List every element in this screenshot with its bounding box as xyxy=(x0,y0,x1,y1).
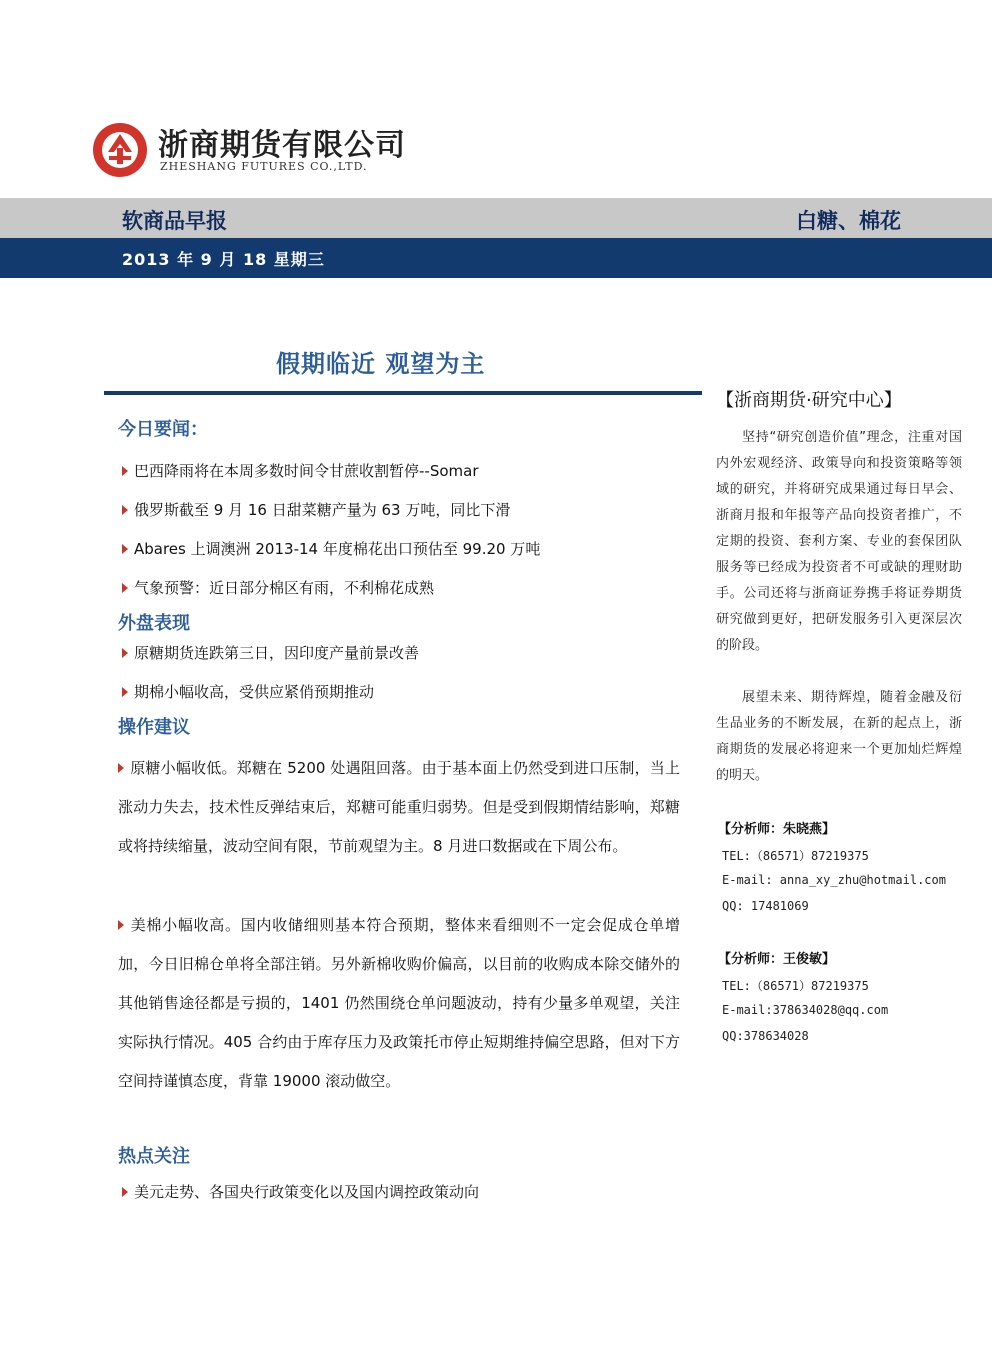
analyst-email[interactable]: E-mail:378634028@qq.com xyxy=(722,1003,889,1017)
section-title-overseas: 外盘表现 xyxy=(118,613,190,634)
company-name-en: ZHESHANG FUTURES CO.,LTD. xyxy=(160,160,368,173)
bullet-arrow-icon xyxy=(118,763,124,773)
analyst-email[interactable]: E-mail: anna_xy_zhu@hotmail.com xyxy=(722,873,946,887)
sidebar-title: 【浙商期货·研究中心】 xyxy=(716,390,902,411)
bullet-arrow-icon xyxy=(118,920,124,930)
bullet-arrow-icon xyxy=(122,544,128,554)
section-title-news: 今日要闻： xyxy=(118,419,208,440)
bullet-arrow-icon xyxy=(122,505,128,515)
headline: 假期临近 观望为主 xyxy=(276,350,486,378)
news-item: 气象预警：近日部分棉区有雨，不利棉花成熟 xyxy=(122,577,682,598)
bullet-arrow-icon xyxy=(122,466,128,476)
advice-cotton-paragraph: 美棉小幅收高。国内收储细则基本符合预期，整体来看细则不一定会促成仓单增加，今日旧棉仓单将全部注销。另外新棉收购价偏高，以目前的收购成本除交储外的其他销售途径都是亏损的，1401 仍然围绕仓单问题波动，持有少量多单观望，关注实际执行情况。405 合约由于库存压力及政策托市停止短期维持偏空思路，但对下方空间持谨慎态度，背靠 19000 滚动做空。 xyxy=(118,916,680,1090)
analyst-label: 【分析师：王俊敏】 xyxy=(718,952,836,967)
sidebar-intro: 坚持“研究创造价值”理念，注重对国内外宏观经济、政策导向和投资策略等领域的研究，并将研究成果通过每日早会、浙商月报和年报等产品向投资者推广，不定期的投资、套利方案、专业的套保团队服务等已经成为投资者不可或缺的理财助手。公司还将与浙商证券携手将证券期货研究做到更好，把研发服务引入更深层次的阶段。 xyxy=(716,430,962,653)
analyst-tel: TEL:（86571）87219375 xyxy=(722,849,869,863)
overseas-item: 原糖期货连跌第三日，因印度产量前景改善 xyxy=(122,642,682,663)
section-title-advice: 操作建议 xyxy=(118,717,190,738)
news-item: 巴西降雨将在本周多数时间令甘蔗收割暂停--Somar xyxy=(122,460,682,481)
report-date: 2013 年 9 月 18 星期三 xyxy=(122,250,325,269)
bullet-arrow-icon xyxy=(122,648,128,658)
sidebar-outlook: 展望未来、期待辉煌，随着金融及衍生品业务的不断发展，在新的起点上，浙商期货的发展必将迎来一个更加灿烂辉煌的明天。 xyxy=(716,690,962,783)
overseas-item: 期棉小幅收高，受供应紧俏预期推动 xyxy=(122,681,682,702)
bullet-arrow-icon xyxy=(122,1187,128,1197)
report-products: 白糖、棉花 xyxy=(796,209,901,233)
section-title-hot: 热点关注 xyxy=(118,1146,190,1167)
analyst-qq: QQ: 17481069 xyxy=(722,899,809,913)
advice-sugar-paragraph: 原糖小幅收低。郑糖在 5200 处遇阻回落。由于基本面上仍然受到进口压制，当上涨动力失去，技术性反弹结束后，郑糖可能重归弱势。但是受到假期情结影响，郑糖或将持续缩量，波动空间有限，节前观望为主。8 月进口数据或在下周公布。 xyxy=(118,759,680,855)
analyst-qq: QQ:378634028 xyxy=(722,1029,809,1043)
bullet-arrow-icon xyxy=(122,687,128,697)
company-name-cn: 浙商期货有限公司 xyxy=(158,128,406,163)
analyst-label: 【分析师：朱晓燕】 xyxy=(718,822,836,837)
analyst-tel: TEL:（86571）87219375 xyxy=(722,979,869,993)
report-title: 软商品早报 xyxy=(122,209,227,233)
hot-item: 美元走势、各国央行政策变化以及国内调控政策动向 xyxy=(122,1181,682,1202)
headline-divider xyxy=(104,391,702,395)
news-item: Abares 上调澳洲 2013-14 年度棉花出口预估至 99.20 万吨 xyxy=(122,538,682,559)
company-logo-mark xyxy=(92,122,148,178)
bullet-arrow-icon xyxy=(122,583,128,593)
news-item: 俄罗斯截至 9 月 16 日甜菜糖产量为 63 万吨，同比下滑 xyxy=(122,499,682,520)
